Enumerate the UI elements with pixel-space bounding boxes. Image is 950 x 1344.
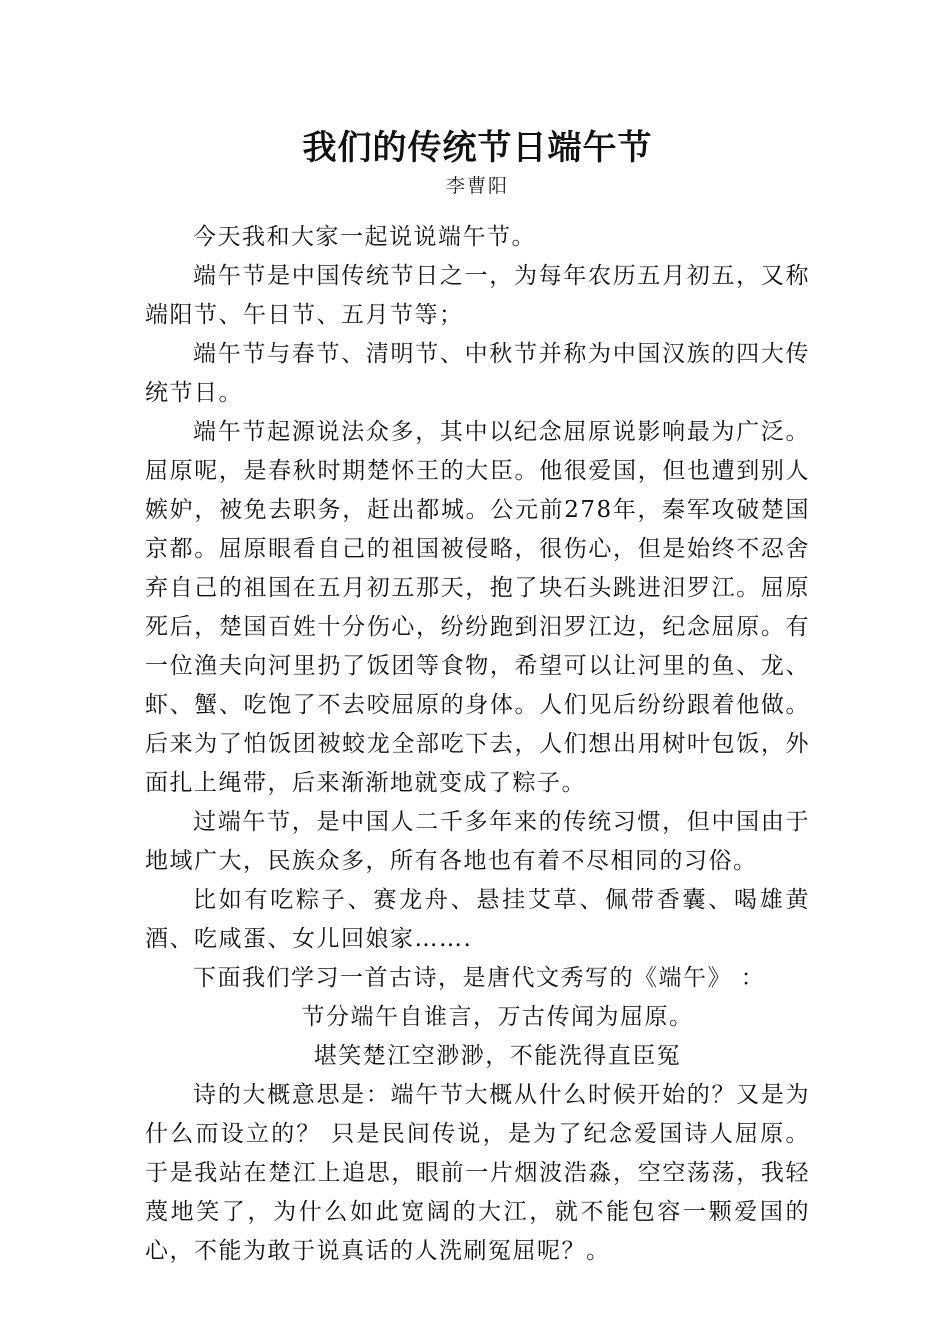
paragraph-origin: 端午节起源说法众多，其中以纪念屈原说影响最为广泛。屈原呢，是春秋时期楚怀王的大臣。他很爱国，但也遭到别人嫉妒，被免去职务，赶出都城。公元前278年，秦军攻破楚国京都。屈原眼看自己的祖国被侵略，很伤心，但是始终不忍舍弃自己的祖国在五月初五那天，抱了块石头跳进汨罗江。屈原死后，楚国百姓十分伤心，纷纷跑到汨罗江边，纪念屈原。有一位渔夫向河里扔了饭团等食物，希望可以让河里的鱼、龙、虾、蟹、吃饱了不去咬屈原的身体。人们见后纷纷跟着他做。后来为了怕饭团被蛟龙全部吃下去，人们想出用树叶包饭，外面扎上绳带，后来渐渐地就变成了粽子。 <box>145 419 810 796</box>
poem-line: 堪笑楚江空渺渺，不能洗得直臣冤 <box>313 1043 682 1069</box>
author-name: 李曹阳 <box>445 175 509 197</box>
paragraph-four-festivals: 端午节与春节、清明节、中秋节并称为中国汉族的四大传统节日。 <box>145 341 810 406</box>
poem-line: 节分端午自谁言，万古传闻为屈原。 <box>301 1004 694 1030</box>
paragraph-definition: 端午节是中国传统节日之一，为每年农历五月初五，又称端阳节、午日节、五月节等； <box>145 263 810 328</box>
paragraph-custom: 过端午节，是中国人二千多年来的传统习惯，但中国由于地域广大，民族众多，所有各地也有着不尽相同的习俗。 <box>145 809 810 874</box>
document-body <box>145 218 810 1271</box>
paragraph-activities: 比如有吃粽子、赛龙舟、悬挂艾草、佩带香囊、喝雄黄酒、吃咸蛋、女儿回娘家……. <box>145 887 810 952</box>
paragraph-poem-meaning: 诗的大概意思是：端午节大概从什么时候开始的？又是为什么而设立的？ 只是民间传说，是为了纪念爱国诗人屈原。于是我站在楚江上追思，眼前一片烟波浩淼，空空荡荡，我轻蔑地笑了，为什么如此宽阔的大江，就不能包容一颗爱国的心，不能为敢于说真话的人洗刷冤屈呢？。 <box>145 1082 810 1264</box>
document-title: 我们的传统节日端午节 <box>302 128 653 168</box>
paragraph-poem-intro: 下面我们学习一首古诗，是唐代文秀写的《端午》 ： <box>193 965 766 991</box>
paragraph-intro: 今天我和大家一起说说端午节。 <box>193 224 536 250</box>
